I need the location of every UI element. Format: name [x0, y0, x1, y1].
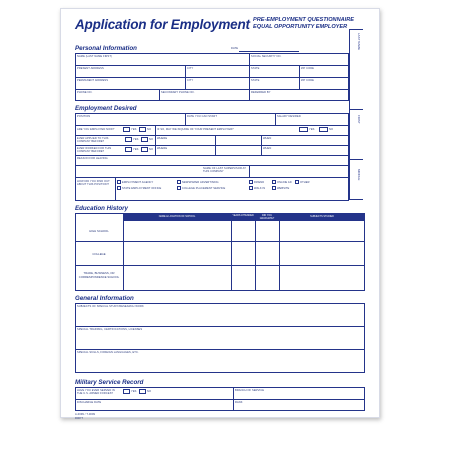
application-form — [60, 8, 380, 418]
applied-when-label: WHEN — [263, 137, 272, 140]
inquire-no-checkbox[interactable] — [319, 127, 328, 132]
position-label: POSITION — [77, 115, 91, 118]
permanent-city-label: CITY — [187, 79, 194, 82]
source-online-label: ONLINE AD — [277, 181, 292, 184]
served-label: HAVE YOU EVER SERVED IN THE U.S. ARMED FORCES? — [77, 389, 115, 395]
special-study-label: SUBJECTS OF SPECIAL STUDY/RESEARCH WORK — [77, 305, 144, 308]
worked-no-label: NO — [149, 148, 154, 151]
source-walkin-label: WALK IN — [254, 187, 266, 190]
row-high-school: HIGH SCHOOL — [89, 229, 109, 233]
name-field[interactable] — [77, 58, 247, 64]
source-other-label: OTHER — [300, 181, 310, 184]
permanent-address-label: PERMANENT ADDRESS — [77, 79, 109, 82]
phone-label: PHONE NO. — [77, 91, 93, 94]
present-city-label: CITY — [187, 67, 194, 70]
personal-heading: Personal Information — [75, 45, 137, 52]
permanent-zip-label: ZIP CODE — [301, 79, 315, 82]
employed-no-label: NO — [147, 128, 152, 131]
source-friend-checkbox[interactable] — [249, 180, 253, 184]
worked-yes-checkbox[interactable] — [125, 147, 132, 152]
source-agency-checkbox[interactable] — [117, 180, 121, 184]
special-training-label: SPECIAL TRAINING, CERTIFICATIONS, LICENSES — [77, 328, 143, 331]
subtitle-line1: PRE-EMPLOYMENT QUESTIONNAIRE — [253, 17, 355, 23]
date-label: DATE — [231, 47, 239, 50]
special-skills-label: SPECIAL SKILLS, FOREIGN LANGUAGES, ETC. — [77, 351, 139, 354]
employed-yes-checkbox[interactable] — [123, 127, 130, 132]
col-years: YEARS ATTENDED — [232, 214, 254, 217]
source-website-checkbox[interactable] — [272, 186, 276, 190]
present-state-label: STATE — [251, 67, 260, 70]
applied-no-label: NO — [149, 138, 154, 141]
side-tab-middle: MIDDLE — [357, 169, 361, 181]
source-walkin-checkbox[interactable] — [249, 186, 253, 190]
worked-no-checkbox[interactable] — [141, 147, 148, 152]
source-other-checkbox[interactable] — [295, 180, 299, 184]
permanent-address-field[interactable] — [77, 82, 183, 88]
present-address-field[interactable] — [77, 70, 183, 76]
side-tab-divider — [349, 29, 350, 199]
ssn-label: SOCIAL SECURITY NO. — [251, 55, 282, 58]
education-heading: Education History — [75, 205, 128, 212]
military-heading: Military Service Record — [75, 379, 144, 386]
source-agency-label: EMPLOYMENT AGENCY — [122, 181, 154, 184]
col-subjects: SUBJECTS STUDIED — [310, 215, 334, 218]
applied-yes-label: YES — [133, 138, 139, 141]
general-heading: General Information — [75, 295, 134, 302]
supervisor-label: NAME OF LAST SUPERVISOR AT THIS COMPANY — [203, 167, 246, 173]
inquire-yes-label: YES — [309, 128, 315, 131]
employed-now-label: ARE YOU EMPLOYED NOW? — [77, 128, 115, 131]
start-date-label: DATE YOU CAN START — [187, 115, 217, 118]
source-state-office-checkbox[interactable] — [117, 186, 121, 190]
employment-heading: Employment Desired — [75, 105, 137, 112]
served-no-label: NO — [147, 390, 152, 393]
referred-by-label: REFERRED BY — [251, 91, 271, 94]
source-website-label: WEBSITE — [277, 187, 290, 190]
source-friend-label: FRIEND — [254, 181, 265, 184]
employed-yes-label: YES — [131, 128, 137, 131]
row-college: COLLEGE — [92, 252, 106, 256]
worked-where-label: WHERE — [157, 147, 168, 150]
source-college-label: COLLEGE PLACEMENT SERVICE — [182, 187, 226, 190]
general-grid — [75, 303, 365, 373]
reason-label: REASON FOR LEAVING — [77, 157, 108, 160]
subtitle-line2: EQUAL OPPORTUNITY EMPLOYER — [253, 24, 348, 30]
form-code-2: R0077 — [75, 417, 84, 420]
branch-label: BRANCH OF SERVICE — [235, 389, 265, 392]
source-state-office-label: STATE EMPLOYMENT OFFICE — [122, 187, 162, 190]
rank-label: RANK — [235, 401, 243, 404]
source-newspaper-checkbox[interactable] — [177, 180, 181, 184]
form-code-1: A-0099 / T-0099 — [75, 413, 96, 416]
name-label: NAME (LAST NAME FIRST) — [77, 55, 113, 58]
employed-no-checkbox[interactable] — [139, 127, 146, 132]
served-yes-checkbox[interactable] — [123, 389, 130, 394]
side-tab-first: FIRST — [357, 115, 361, 124]
row-trade-school: TRADE, BUSINESS, OR CORRESPONDENCE SCHOOL — [78, 271, 120, 279]
permanent-state-label: STATE — [251, 79, 260, 82]
col-graduate: DID YOU GRADUATE? — [259, 214, 275, 220]
applied-yes-checkbox[interactable] — [125, 137, 132, 142]
applied-before-label: EVER APPLIED TO THIS COMPANY BEFORE? — [77, 137, 109, 143]
served-no-checkbox[interactable] — [139, 389, 146, 394]
col-school: NAME & LOCATION OF SCHOOL — [158, 215, 196, 218]
inquire-no-label: NO — [329, 128, 334, 131]
inquire-label: IF SO, MAY WE INQUIRE OF YOUR PRESENT EMPLOYER? — [157, 128, 234, 131]
served-yes-label: YES — [131, 390, 137, 393]
secondary-phone-label: SECONDARY PHONE NO. — [161, 91, 195, 94]
how-found-label: HOW DID YOU FIND OUT ABOUT THIS POSITION? — [77, 180, 110, 186]
worked-before-label: EVER WORKED FOR THIS COMPANY BEFORE? — [77, 147, 112, 153]
present-zip-label: ZIP CODE — [301, 67, 315, 70]
applied-no-checkbox[interactable] — [141, 137, 148, 142]
ssn-field[interactable] — [251, 58, 347, 64]
side-tab-last-name: LAST NAME — [357, 33, 361, 50]
applied-where-label: WHERE — [157, 137, 168, 140]
source-college-checkbox[interactable] — [177, 186, 181, 190]
inquire-yes-checkbox[interactable] — [299, 127, 308, 132]
worked-when-label: WHEN — [263, 147, 272, 150]
source-online-checkbox[interactable] — [272, 180, 276, 184]
discharge-date-label: DISCHARGE DATE — [77, 401, 102, 404]
salary-label: SALARY DESIRED — [277, 115, 301, 118]
source-newspaper-label: NEWSPAPER ADVERTISING — [182, 181, 219, 184]
position-field[interactable] — [77, 118, 183, 124]
worked-yes-label: YES — [133, 148, 139, 151]
form-title: Application for Employment — [75, 17, 250, 32]
present-address-label: PRESENT ADDRESS — [77, 67, 104, 70]
